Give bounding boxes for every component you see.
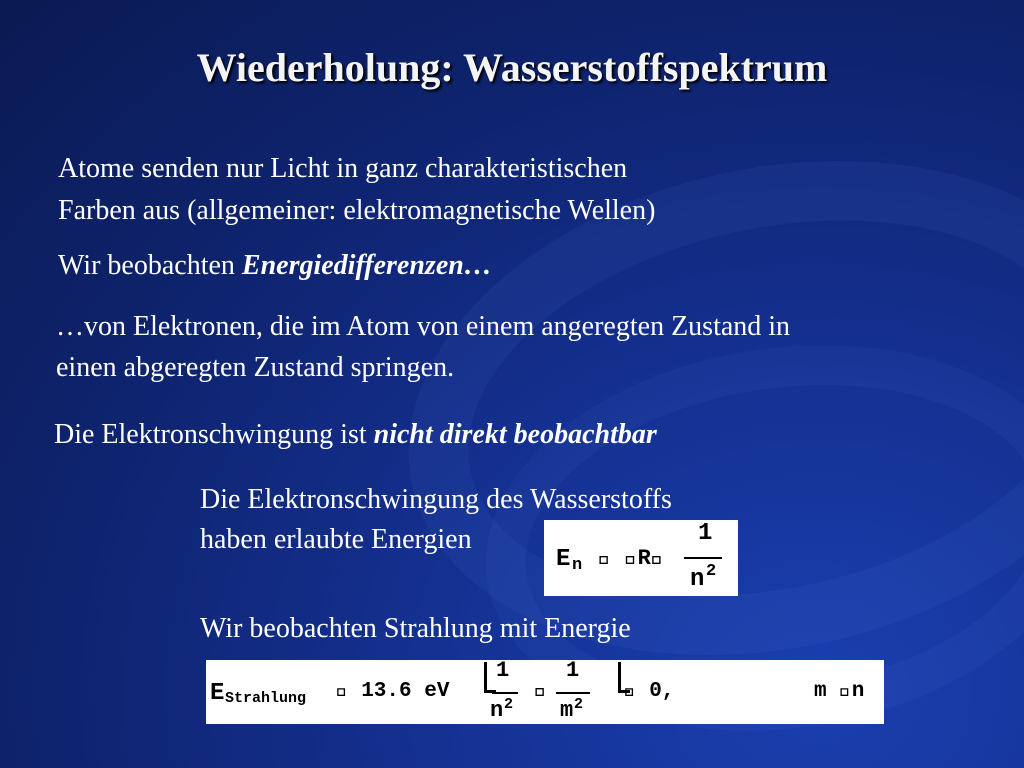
paragraph-line-1: Atome senden nur Licht in ganz charakteristischen bbox=[58, 153, 628, 184]
eq2-tail:   0, bbox=[624, 680, 675, 703]
eq2-subscript: Strahlung bbox=[225, 690, 307, 707]
paragraph-line-9: Wir beobachten Strahlung mit Energie bbox=[200, 613, 631, 644]
radiation-energy-equation bbox=[206, 660, 884, 724]
line-6-emphasis: nicht direkt beobachtbar bbox=[373, 419, 657, 450]
eq2-coefficient:   13.6 eV bbox=[336, 680, 450, 703]
paragraph-line-8: haben erlaubte Energien bbox=[200, 524, 472, 555]
eq1-fraction-bar bbox=[684, 557, 722, 559]
eq2-numerator-1: 1 bbox=[496, 658, 510, 683]
eq1-numerator: 1 bbox=[698, 520, 713, 547]
eq2-E: E bbox=[210, 680, 225, 707]
paragraph-line-5: einen abgeregten Zustand springen. bbox=[56, 352, 455, 383]
eq1-denominator-exponent: 2 bbox=[706, 562, 717, 581]
eq2-fraction-bar-1 bbox=[492, 692, 518, 694]
eq2-left-bracket bbox=[484, 662, 487, 692]
eq1-denominator: n bbox=[690, 566, 705, 593]
eq2-fraction-bar-2 bbox=[556, 692, 590, 694]
eq2-denominator-2: m bbox=[560, 698, 574, 723]
eq2-condition: m  n bbox=[814, 680, 865, 703]
eq1-E: E bbox=[556, 546, 571, 573]
eq2-minus:   bbox=[534, 678, 548, 703]
eq2-numerator-2: 1 bbox=[566, 658, 580, 683]
eq1-middle:    R  bbox=[598, 546, 665, 571]
eq2-denominator-1-exponent: 2 bbox=[504, 696, 514, 713]
paragraph-line-2: Farben aus (allgemeiner: elektromagnetische Wellen) bbox=[58, 195, 656, 226]
paragraph-line-6 bbox=[54, 416, 657, 454]
line-6-text: Die Elektronschwingung ist bbox=[54, 419, 374, 450]
eq2-denominator-2-exponent: 2 bbox=[574, 696, 584, 713]
line-3-text: Wir beobachten bbox=[58, 250, 242, 281]
energy-level-equation bbox=[544, 520, 738, 596]
eq2-right-bracket bbox=[618, 662, 621, 692]
slide-title: Wiederholung: Wasserstoffspektrum bbox=[196, 45, 828, 90]
paragraph-line-4: …von Elektronen, die im Atom von einem angeregten Zustand in bbox=[56, 311, 791, 342]
line-3-emphasis: Energiedifferenzen… bbox=[241, 250, 492, 281]
eq1-n-subscript: n bbox=[572, 556, 583, 575]
paragraph-line-7: Die Elektronschwingung des Wasserstoffs bbox=[200, 484, 672, 515]
paragraph-line-3 bbox=[58, 247, 492, 285]
eq2-denominator-1: n bbox=[490, 698, 504, 723]
